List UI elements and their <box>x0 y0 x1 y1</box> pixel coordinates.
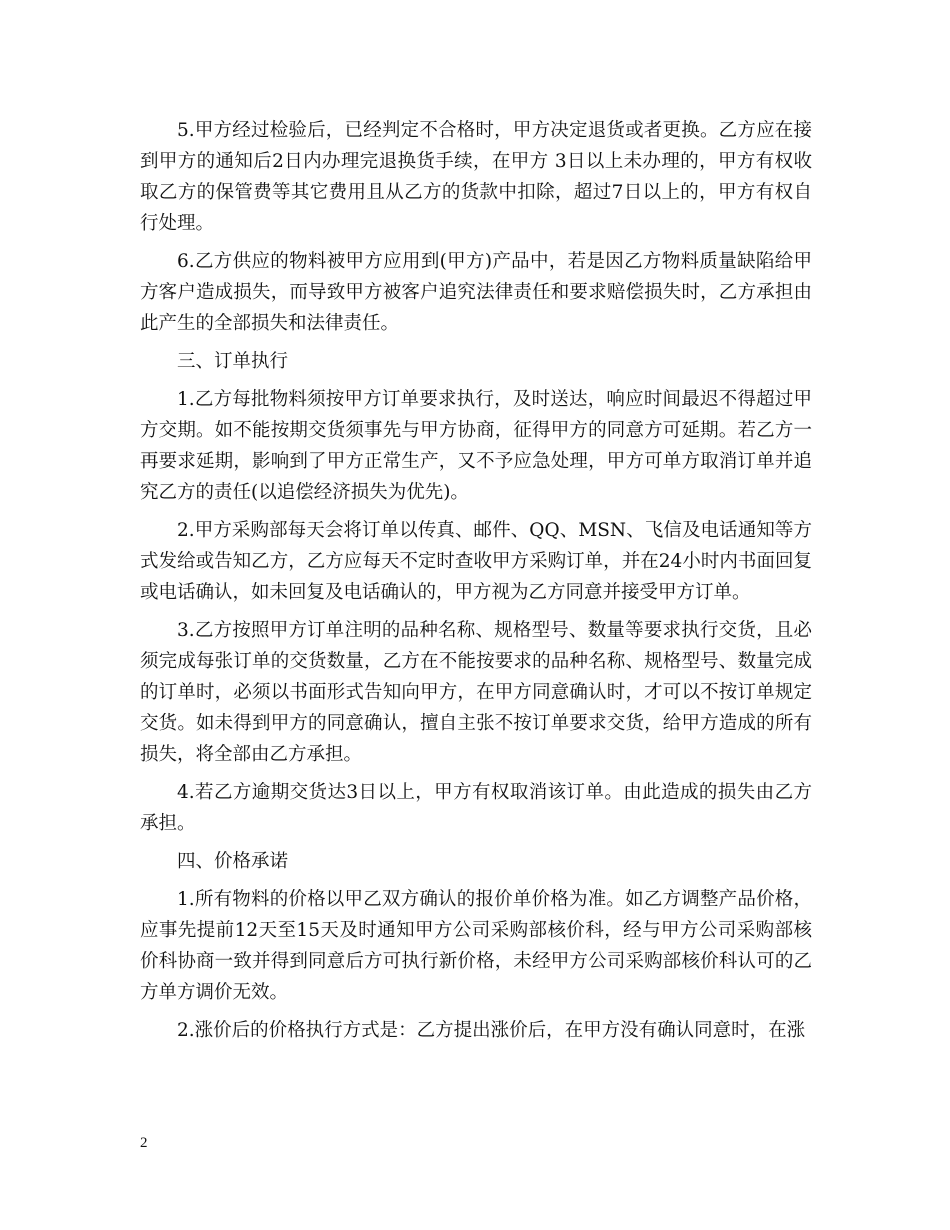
paragraph-order-1: 1.乙方每批物料须按甲方订单要求执行，及时送达，响应时间最迟不得超过甲方交期。如不能按期交货须事先与甲方协商，征得甲方的同意方可延期。若乙方一再要求延期，影响到了甲方正常生产，又不予应急处理，甲方可单方取消订单并追究乙方的责任(以追偿经济损失为优先)。 <box>140 389 812 503</box>
paragraph-6: 6.乙方供应的物料被甲方应用到(甲方)产品中，若是因乙方物料质量缺陷给甲方客户造成损失，而导致甲方被客户追究法律责任和要求赔偿损失时，乙方承担由此产生的全部损失和法律责任。 <box>140 251 812 334</box>
paragraph-5: 5.甲方经过检验后，已经判定不合格时，甲方决定退货或者更换。乙方应在接到甲方的通知后2日内办理完退换货手续，在甲方 3日以上未办理的，甲方有权收取乙方的保管费等其它费用且从乙方的货款中扣除，超过7日以上的，甲方有权自行处理。 <box>140 120 812 234</box>
document-body <box>140 115 812 1053</box>
paragraph-price-1: 1.所有物料的价格以甲乙双方确认的报价单价格为准。如乙方调整产品价格，应事先提前12天至15天及时通知甲方公司采购部核价科，经与甲方公司采购部核价科协商一致并得到同意后方可执行新价格，未经甲方公司采购部核价科认可的乙方单方调价无效。 <box>140 889 812 1003</box>
section-heading-order-execution: 三、订单执行 <box>177 351 289 372</box>
section-heading-price-commitment: 四、价格承诺 <box>177 851 289 872</box>
paragraph-order-3: 3.乙方按照甲方订单注明的品种名称、规格型号、数量等要求执行交货，且必须完成每张订单的交货数量，乙方在不能按要求的品种名称、规格型号、数量完成的订单时，必须以书面形式告知向甲方，在甲方同意确认时，才可以不按订单规定交货。如未得到甲方的同意确认，擅自主张不按订单要求交货，给甲方造成的所有损失，将全部由乙方承担。 <box>140 620 812 765</box>
paragraph-order-2: 2.甲方采购部每天会将订单以传真、邮件、QQ、MSN、飞信及电话通知等方式发给或告知乙方，乙方应每天不定时查收甲方采购订单，并在24小时内书面回复或电话确认，如未回复及电话确认的，甲方视为乙方同意并接受甲方订单。 <box>140 520 812 603</box>
paragraph-price-2: 2.涨价后的价格执行方式是：乙方提出涨价后，在甲方没有确认同意时，在涨 <box>177 1020 806 1041</box>
page-number: 2 <box>140 1135 148 1151</box>
paragraph-order-4: 4.若乙方逾期交货达3日以上，甲方有权取消该订单。由此造成的损失由乙方承担。 <box>140 782 812 834</box>
